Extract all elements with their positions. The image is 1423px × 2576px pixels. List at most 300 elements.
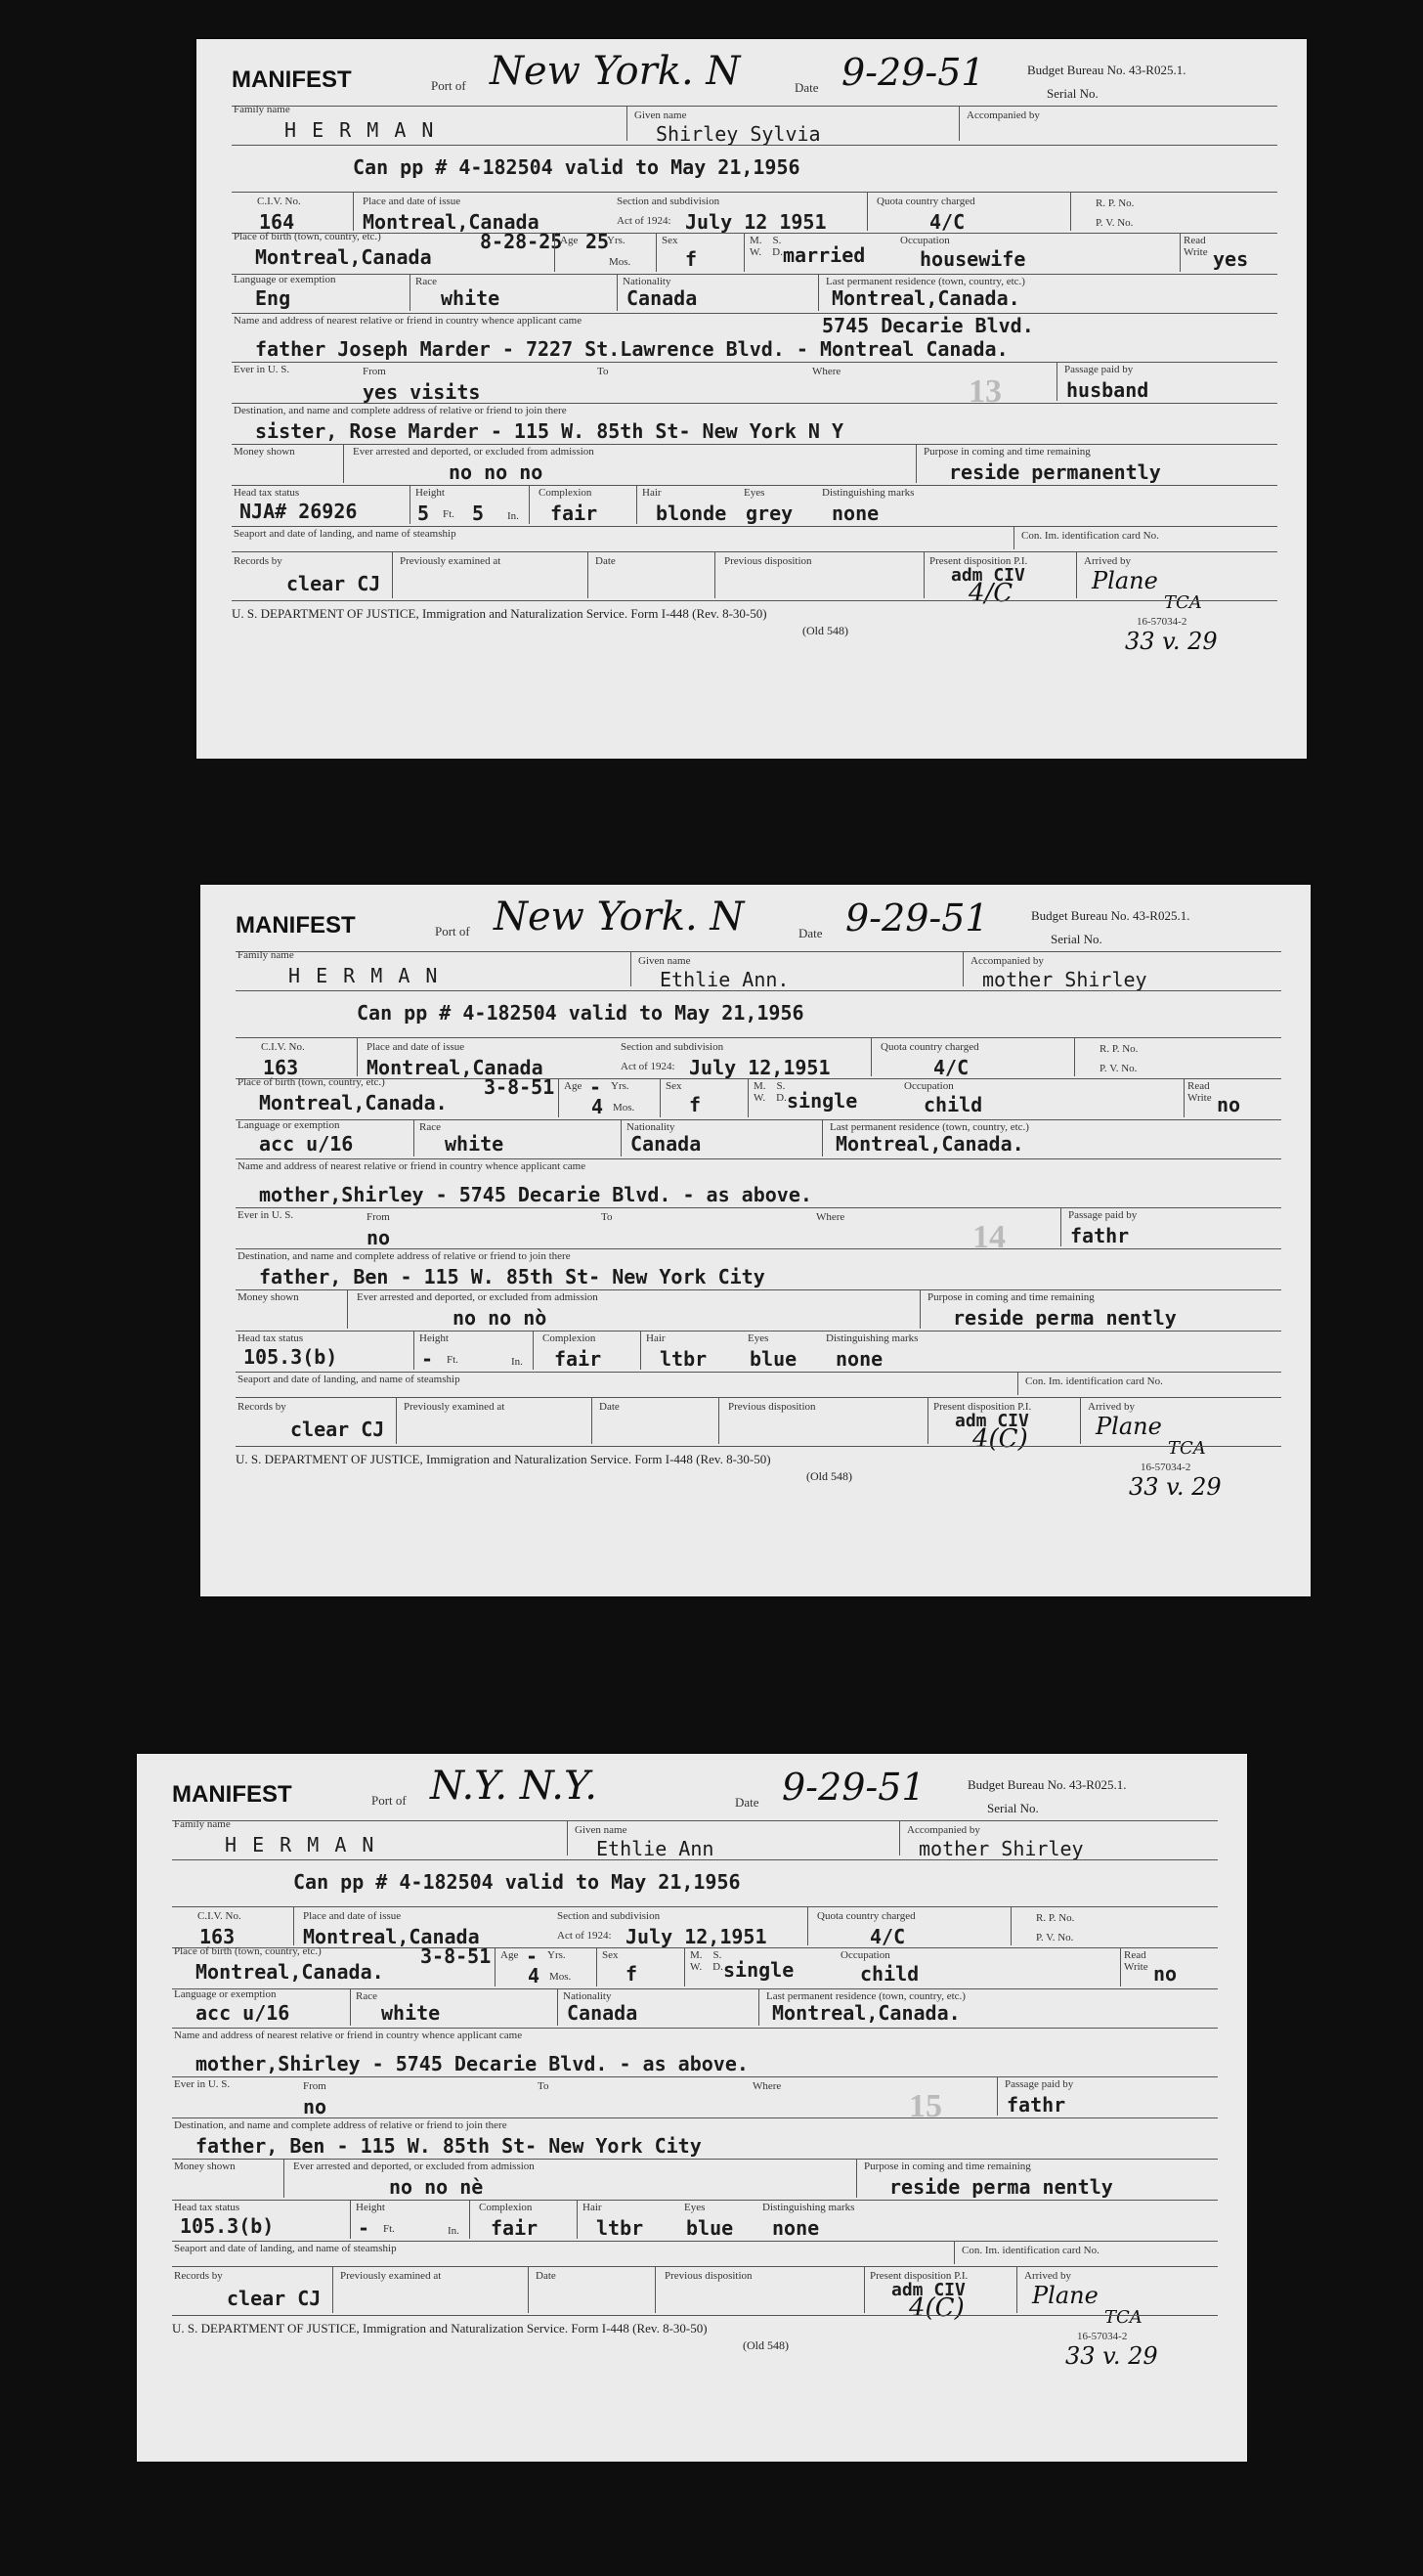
age-years: 25: [585, 230, 610, 253]
rule: [232, 403, 1277, 404]
divider: [591, 1397, 592, 1444]
eyes-label: Eyes: [684, 2202, 706, 2213]
birth-place: Montreal,Canada: [255, 245, 432, 269]
birth-label: Place of birth (town, country, etc.): [237, 1076, 385, 1088]
manifest-title: MANIFEST: [172, 1781, 292, 1808]
divider: [718, 1397, 719, 1444]
divider: [343, 444, 344, 483]
accompanied-label: Accompanied by: [907, 1824, 980, 1836]
rule: [236, 1078, 1281, 1079]
act-date: July 12,1951: [689, 1056, 831, 1079]
passport-line: Can pp # 4-182504 valid to May 21,1956: [293, 1870, 741, 1894]
destination: father, Ben - 115 W. 85th St- New York City: [259, 1265, 765, 1288]
previous-disposition-label: Previous disposition: [728, 1401, 816, 1413]
civ-no: 163: [263, 1056, 299, 1079]
birth-date: 3-8-51: [484, 1075, 555, 1099]
height-feet: -: [358, 2216, 370, 2240]
head-tax-label: Head tax status: [237, 1332, 304, 1344]
head-tax: 105.3(b): [180, 2214, 275, 2238]
divider: [557, 1988, 558, 2026]
height-inches: 5: [472, 502, 485, 525]
read-write: no: [1217, 1093, 1241, 1116]
height-feet: -: [421, 1347, 434, 1371]
eyes: blue: [686, 2216, 734, 2240]
arrived-by: Plane: [1032, 2282, 1099, 2309]
age-years: -: [526, 1944, 539, 1968]
relative-address-2: mother,Shirley - 5745 Decarie Blvd. - as above.: [195, 2052, 749, 2075]
height-feet: 5: [417, 502, 430, 525]
arrived-by-label: Arrived by: [1024, 2270, 1071, 2282]
destination-label: Destination, and name and complete address of relative or friend to join there: [237, 1250, 571, 1262]
divider: [621, 1119, 622, 1157]
present-disposition-code: 4/C: [969, 579, 1013, 608]
divider: [871, 1037, 872, 1076]
present-disposition-label: Present disposition P.I.: [929, 555, 1028, 567]
given-name: Ethlie Ann.: [660, 968, 790, 991]
rule: [172, 2315, 1218, 2316]
read-write-label: Read Write: [1184, 235, 1208, 258]
present-disposition-code: 4(C): [909, 2293, 965, 2323]
accompanied-by: mother Shirley: [919, 1837, 1084, 1860]
form-footer: U. S. DEPARTMENT OF JUSTICE, Immigration and Naturalization Service. Form I-448 (Rev. 8-30-50): [236, 1452, 771, 1466]
divider: [1056, 362, 1057, 401]
destination-label: Destination, and name and complete address of relative or friend to join there: [234, 405, 567, 416]
arrested: no no nè: [389, 2175, 484, 2199]
ever-in-us: no: [367, 1226, 391, 1249]
relative-label: Name and address of nearest relative or friend in country whence applicant came: [237, 1160, 586, 1172]
budget-bureau: Budget Bureau No. 43-R025.1.: [1027, 63, 1186, 77]
manifest-card-3: [137, 1754, 1247, 2462]
head-tax-label: Head tax status: [234, 487, 300, 499]
distinguishing-marks: none: [772, 2216, 820, 2240]
divider: [959, 106, 960, 141]
birth-place: Montreal,Canada.: [195, 1960, 384, 1984]
form-footer-old: (Old 548): [802, 624, 848, 637]
occupation-label: Occupation: [904, 1080, 954, 1092]
head-tax: NJA# 26926: [239, 500, 358, 523]
passage-paid-by: fathr: [1070, 1224, 1130, 1247]
rule: [172, 1820, 1218, 1821]
rule: [232, 192, 1277, 193]
nationality: Canada: [630, 1132, 702, 1156]
sex-label: Sex: [602, 1949, 619, 1961]
family-name: H E R M A N: [225, 1833, 376, 1856]
distinguishing-marks: none: [832, 502, 880, 525]
divider: [626, 106, 627, 141]
rule: [236, 1207, 1281, 1208]
accompanied-label: Accompanied by: [967, 109, 1040, 121]
divider: [684, 1947, 685, 1987]
serial-label: Serial No.: [1047, 86, 1099, 101]
divider: [1076, 551, 1077, 598]
con-im-label: Con. Im. identification card No.: [1025, 1375, 1163, 1387]
previously-examined-label: Previously examined at: [400, 555, 501, 567]
records-label: Records by: [237, 1401, 286, 1413]
stamp-number: 15: [909, 2088, 942, 2124]
birth-date: 8-28-25: [480, 230, 563, 253]
hair: blonde: [656, 502, 727, 525]
section-label: Section and subdivision: [617, 196, 720, 207]
occupation-label: Occupation: [900, 235, 950, 246]
rule: [232, 313, 1277, 314]
divider: [822, 1119, 823, 1157]
arrived-by-label: Arrived by: [1084, 555, 1131, 567]
form-footer: U. S. DEPARTMENT OF JUSTICE, Immigration and Naturalization Service. Form I-448 (Rev. 8-30-50): [172, 2321, 708, 2336]
language-label: Language or exemption: [237, 1119, 340, 1131]
divider: [587, 551, 588, 598]
manifest-card-1: [196, 39, 1307, 759]
arrested-label: Ever arrested and deported, or excluded from admission: [293, 2161, 535, 2172]
money-label: Money shown: [234, 446, 295, 458]
arrested: no no no: [449, 460, 543, 484]
records-by: clear CJ: [286, 572, 381, 595]
divider: [924, 551, 925, 598]
height-label: Height: [356, 2202, 385, 2213]
rule: [172, 2028, 1218, 2029]
divider: [927, 1397, 928, 1444]
divider: [1074, 1037, 1075, 1076]
date-label-2: Date: [599, 1401, 620, 1413]
in-label: In.: [448, 2225, 459, 2237]
given-name-label: Given name: [638, 955, 691, 967]
rule: [236, 1158, 1281, 1159]
given-name: Shirley Sylvia: [656, 122, 821, 146]
to-label: To: [601, 1211, 613, 1223]
act-date: July 12 1951: [685, 210, 827, 234]
nationality-label: Nationality: [626, 1121, 675, 1133]
rule: [236, 1289, 1281, 1290]
rp-label: R. P. No.: [1100, 1043, 1139, 1055]
divider: [577, 2200, 578, 2239]
act-label: Act of 1924:: [621, 1061, 675, 1072]
last-residence-label: Last permanent residence (town, country, etc.): [766, 1990, 966, 2002]
pv-label: P. V. No.: [1096, 217, 1134, 229]
quota: 4/C: [929, 210, 966, 234]
given-name-label: Given name: [575, 1824, 627, 1836]
occupation: child: [860, 1962, 920, 1986]
hair-label: Hair: [582, 2202, 602, 2213]
family-name-label: Family name: [237, 949, 294, 961]
divider: [558, 1078, 559, 1117]
quota: 4/C: [933, 1056, 970, 1079]
divider: [1184, 1078, 1185, 1117]
height-label: Height: [415, 487, 445, 499]
complexion: fair: [491, 2216, 539, 2240]
arrived-by-carrier: TCA: [1168, 1438, 1206, 1459]
divider: [807, 1906, 808, 1945]
divider: [495, 1947, 496, 1987]
divider: [864, 2266, 865, 2313]
date-label: Date: [798, 926, 823, 940]
money-label: Money shown: [237, 1291, 299, 1303]
quota-label: Quota country charged: [877, 196, 975, 207]
divider: [350, 2200, 351, 2239]
manifest-title: MANIFEST: [232, 66, 352, 93]
divider: [1016, 2266, 1017, 2313]
purpose-label: Purpose in coming and time remaining: [927, 1291, 1095, 1303]
act-label: Act of 1924:: [617, 215, 671, 227]
passage-paid-by: fathr: [1007, 2093, 1066, 2117]
height-label: Height: [419, 1332, 449, 1344]
age-months: 4: [528, 1964, 540, 1987]
rule: [232, 274, 1277, 275]
occupation-label: Occupation: [841, 1949, 890, 1961]
date-value: 9-29-51: [782, 1766, 926, 1809]
quota: 4/C: [870, 1925, 906, 1948]
relative-label: Name and address of nearest relative or friend in country whence applicant came: [174, 2030, 523, 2041]
rule: [232, 362, 1277, 363]
head-tax-label: Head tax status: [174, 2202, 240, 2213]
destination: sister, Rose Marder - 115 W. 85th St- New York N Y: [255, 419, 844, 443]
read-write: yes: [1213, 247, 1249, 271]
port-label: Port of: [435, 924, 470, 939]
eyes: blue: [750, 1347, 798, 1371]
rule: [236, 951, 1281, 952]
divider: [1070, 192, 1071, 231]
language-label: Language or exemption: [234, 274, 336, 285]
con-im-label: Con. Im. identification card No.: [1021, 530, 1159, 542]
budget-bureau: Budget Bureau No. 43-R025.1.: [1031, 908, 1190, 923]
act-date: July 12,1951: [625, 1925, 767, 1948]
family-name-label: Family name: [234, 104, 290, 115]
present-disposition: adm CIV: [955, 1411, 1029, 1431]
civ-no: 164: [259, 210, 295, 234]
divider: [392, 551, 393, 598]
pv-label: P. V. No.: [1036, 1932, 1074, 1943]
divider: [554, 233, 555, 272]
language: acc u/16: [195, 2001, 290, 2025]
marks-label: Distinguishing marks: [762, 2202, 855, 2213]
arrived-by: Plane: [1092, 567, 1158, 594]
accompanied-label: Accompanied by: [970, 955, 1044, 967]
age-months: 4: [591, 1095, 604, 1118]
ever-in-us-label: Ever in U. S.: [234, 364, 290, 375]
port-label: Port of: [371, 1793, 407, 1808]
birth-label: Place of birth (town, country, etc.): [174, 1945, 322, 1957]
divider: [636, 485, 637, 524]
birth-date: 3-8-51: [420, 1944, 492, 1968]
divider: [867, 192, 868, 231]
ever-in-us-label: Ever in U. S.: [237, 1209, 294, 1221]
pv-label: P. V. No.: [1100, 1063, 1138, 1074]
relative-address-1: 5745 Decarie Blvd.: [822, 314, 1034, 337]
quota-label: Quota country charged: [817, 1910, 916, 1922]
arrested-label: Ever arrested and deported, or excluded from admission: [353, 446, 594, 458]
race-label: Race: [356, 1990, 377, 2002]
divider: [655, 2266, 656, 2313]
divider: [413, 1331, 414, 1370]
stamp-number: 14: [972, 1219, 1006, 1255]
rule: [172, 2159, 1218, 2160]
complexion-label: Complexion: [542, 1332, 596, 1344]
sex-label: Sex: [662, 235, 678, 246]
civ-label: C.I.V. No.: [261, 1041, 305, 1053]
purpose: reside perma nently: [953, 1306, 1177, 1330]
sex: f: [625, 1962, 638, 1986]
marital-status-label: M. S. W. D.: [754, 1080, 787, 1104]
from-label: From: [363, 366, 386, 377]
purpose: reside permanently: [949, 460, 1161, 484]
relative-address-2: father Joseph Marder - 7227 St.Lawrence Blvd. - Montreal Canada.: [255, 337, 1009, 361]
mos-label: Mos.: [609, 256, 631, 268]
hair-label: Hair: [646, 1332, 666, 1344]
port-label: Port of: [431, 78, 466, 93]
divider: [963, 951, 964, 986]
handwritten-code: 33 v. 29: [1129, 1473, 1222, 1501]
rp-label: R. P. No.: [1036, 1912, 1075, 1924]
hair-label: Hair: [642, 487, 662, 499]
issue-place: Montreal,Canada: [367, 1056, 543, 1079]
form-footer-old: (Old 548): [743, 2338, 789, 2352]
destination-label: Destination, and name and complete address of relative or friend to join there: [174, 2119, 507, 2131]
last-residence-label: Last permanent residence (town, country, etc.): [826, 276, 1025, 287]
date-label: Date: [735, 1795, 759, 1810]
handwritten-code: 33 v. 29: [1125, 628, 1218, 655]
sex: f: [685, 247, 698, 271]
arrested-label: Ever arrested and deported, or excluded from admission: [357, 1291, 598, 1303]
complexion: fair: [550, 502, 598, 525]
divider: [596, 1947, 597, 1987]
race-label: Race: [419, 1121, 441, 1133]
family-name: H E R M A N: [288, 964, 440, 987]
port-value: New York. N: [490, 49, 741, 94]
ft-label: Ft.: [383, 2223, 395, 2235]
divider: [533, 1331, 534, 1370]
ever-in-us: no: [303, 2095, 327, 2118]
rule: [172, 1906, 1218, 1907]
arrived-by-label: Arrived by: [1088, 1401, 1135, 1413]
nationality-label: Nationality: [623, 276, 671, 287]
head-tax: 105.3(b): [243, 1345, 338, 1369]
marks-label: Distinguishing marks: [822, 487, 915, 499]
rule: [236, 1119, 1281, 1120]
rule: [172, 1947, 1218, 1948]
mos-label: Mos.: [549, 1971, 572, 1983]
marks-label: Distinguishing marks: [826, 1332, 919, 1344]
rule: [172, 2076, 1218, 2077]
marital-status-label: M. S. W. D.: [690, 1949, 723, 1973]
marital-status: married: [783, 243, 866, 267]
passage-label: Passage paid by: [1064, 364, 1134, 375]
yrs-label: Yrs.: [607, 235, 625, 246]
hair: ltbr: [660, 1347, 708, 1371]
divider: [283, 2159, 284, 2198]
rule: [232, 145, 1277, 146]
civ-label: C.I.V. No.: [197, 1910, 241, 1922]
given-name-label: Given name: [634, 109, 687, 121]
language: acc u/16: [259, 1132, 354, 1156]
divider: [413, 1119, 414, 1157]
ft-label: Ft.: [447, 1354, 458, 1366]
language: Eng: [255, 286, 291, 310]
passage-paid-by: husband: [1066, 378, 1149, 402]
divider: [744, 233, 745, 272]
divider: [617, 274, 618, 311]
ft-label: Ft.: [443, 508, 454, 520]
divider: [748, 1078, 749, 1117]
previously-examined-label: Previously examined at: [404, 1401, 505, 1413]
rule: [236, 1397, 1281, 1398]
issue-place: Montreal,Canada: [363, 210, 539, 234]
records-label: Records by: [234, 555, 282, 567]
age-label: Age: [564, 1080, 582, 1092]
passport-line: Can pp # 4-182504 valid to May 21,1956: [357, 1001, 804, 1025]
given-name: Ethlie Ann: [596, 1837, 714, 1860]
nationality-label: Nationality: [563, 1990, 612, 2002]
occupation: child: [924, 1093, 983, 1116]
rule: [236, 1446, 1281, 1447]
print-code: 16-57034-2: [1137, 616, 1187, 628]
port-value: New York. N: [494, 895, 745, 939]
nationality: Canada: [567, 2001, 638, 2025]
rule: [232, 600, 1277, 601]
accompanied-by: mother Shirley: [982, 968, 1147, 991]
present-disposition-label: Present disposition P.I.: [870, 2270, 969, 2282]
last-residence: Montreal,Canada.: [836, 1132, 1024, 1156]
purpose-label: Purpose in coming and time remaining: [924, 446, 1091, 458]
records-by: clear CJ: [227, 2287, 322, 2310]
present-disposition-label: Present disposition P.I.: [933, 1401, 1032, 1413]
sex-label: Sex: [666, 1080, 682, 1092]
divider: [660, 1078, 661, 1117]
occupation: housewife: [920, 247, 1026, 271]
divider: [1013, 526, 1014, 549]
destination: father, Ben - 115 W. 85th St- New York City: [195, 2134, 702, 2158]
seaport-label: Seaport and date of landing, and name of steamship: [234, 528, 456, 540]
divider: [332, 2266, 333, 2313]
divider: [1120, 1947, 1121, 1987]
distinguishing-marks: none: [836, 1347, 884, 1371]
race: white: [441, 286, 500, 310]
last-residence: Montreal,Canada.: [832, 286, 1020, 310]
records-by: clear CJ: [290, 1418, 385, 1441]
birth-label: Place of birth (town, country, etc.): [234, 231, 381, 242]
family-name: H E R M A N: [284, 118, 436, 142]
age-years: -: [589, 1075, 602, 1099]
divider: [920, 1289, 921, 1329]
read-write: no: [1153, 1962, 1178, 1986]
seaport-label: Seaport and date of landing, and name of steamship: [237, 1374, 460, 1385]
issue-label: Place and date of issue: [363, 196, 461, 207]
purpose-label: Purpose in coming and time remaining: [864, 2161, 1031, 2172]
date-value: 9-29-51: [841, 51, 985, 94]
in-label: In.: [511, 1356, 523, 1368]
sex: f: [689, 1093, 702, 1116]
port-value: N.Y. N.Y.: [430, 1764, 597, 1809]
date-label: Date: [795, 80, 819, 95]
print-code: 16-57034-2: [1077, 2331, 1128, 2342]
date-label-2: Date: [536, 2270, 556, 2282]
rule: [236, 1331, 1281, 1332]
act-label: Act of 1924:: [557, 1930, 612, 1942]
rule: [232, 526, 1277, 527]
budget-bureau: Budget Bureau No. 43-R025.1.: [968, 1777, 1127, 1792]
divider: [396, 1397, 397, 1444]
rule: [232, 444, 1277, 445]
form-footer-old: (Old 548): [806, 1469, 852, 1483]
serial-label: Serial No.: [1051, 932, 1102, 946]
rule: [232, 106, 1277, 107]
date-label-2: Date: [595, 555, 616, 567]
issue-place: Montreal,Canada: [303, 1925, 480, 1948]
divider: [357, 1037, 358, 1076]
divider: [1017, 1372, 1018, 1395]
last-residence: Montreal,Canada.: [772, 2001, 961, 2025]
passage-label: Passage paid by: [1068, 1209, 1138, 1221]
mos-label: Mos.: [613, 1102, 635, 1113]
seaport-label: Seaport and date of landing, and name of steamship: [174, 2243, 397, 2254]
birth-place: Montreal,Canada.: [259, 1091, 448, 1114]
